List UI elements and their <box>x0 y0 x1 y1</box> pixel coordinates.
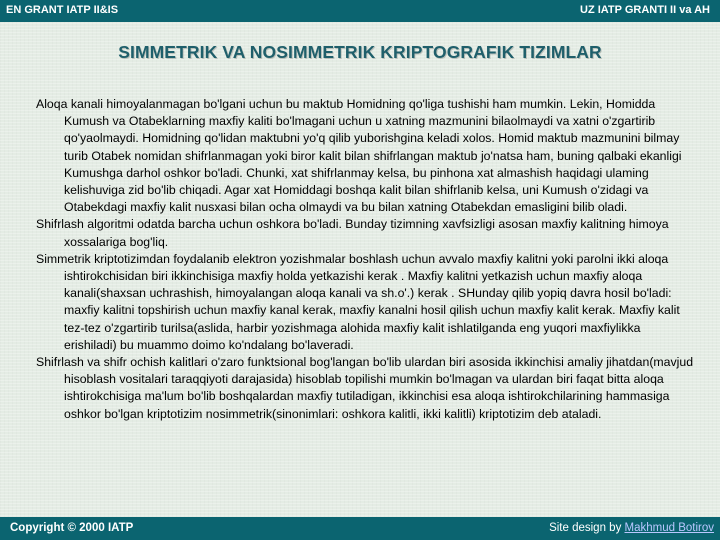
paragraph: Shifrlash va shifr ochish kalitlari o'zaro funktsional bog'langan bo'lib ulardan biri asosida ikkinchisi amaliy jihatdan(mavjud hisoblash vositalari taraqqiyoti darajasida) hisoblab topilishi mumkin bo'lmagan va ulardan biri faqat bitta aloqa ishtirokchisiga ma'lum bo'lib boshqalardan maxfiy tutiladigan, ikkinchisi esa aloqa ishtirokchilarining hammasiga oshkor bo'lgan kriptotizim nosimmetrik(sinonimlari: oshkora kalitli, ikki kalitli) kriptotizim deb ataladi. <box>36 355 694 421</box>
paragraph: Simmetrik kriptotizimdan foydalanib elektron yozishmalar boshlash uchun avvalo maxfiy kalitni yoki parolni ikki aloqa ishtirokchisidan biri ikkinchisiga maxfiy holda yetkazishi kerak . Maxfiy kalitni yetkazish uchun maxfiy aloqa kanali(shaxsan uchrashish, himoyalangan aloqa kanali va sh.o'.) kerak . SHunday qilib yopiq davra hosil bo'ladi: maxfiy kalitni topshirish uchun maxfiy kanal kerak, maxfiy kanalni hosil qilish uchun maxfiy kalit kerak. Maxfiy kalit tez-tez o'zgartirib turilsa(aslida, harbir yozishmaga alohida maxfiy kalit ishlatilganda eng yuqori maxfiylikka erishiladi) bu muammo doimo ko'ndalang bo'laveradi. <box>36 251 680 352</box>
paragraph: Aloqa kanali himoyalanmagan bo'lgani uchun bu maktub Homidning qo'liga tushishi ham mumkin. Lekin, Homidda Kumush va Otabeklarning maxfiy kaliti bo'lmagani uchun u xatning mazmunini bilaolmaydi va xatni o'zgartirib qo'yaolmaydi. Homidning qo'lidan maktubni yo'q qilib yuborishgina keladi xolos. Homid maktub mazmunini bilmay turib Otabek nomidan shifrlanmagan yoki biror kalit bilan shifrlangan maktub jo'natsa ham, buning qalbaki ekanligi Kumushga darhol oshkor bo'ladi. Chunki, xat shifrlanmay kelsa, bu pinhona xat almashish haqidagi ulaming kelishuviga zid bo'lib chiqadi. Agar xat Homiddagi boshqa kalit bilan shifrlanib kelsa, uni Kumush o'zidagi va Otabekdagi maxfiy kalit nusxasi bilan ocha olmaydi va bu bilan xatning Otabekdan emasligini bilib oladi. <box>36 97 682 215</box>
site-credit-prefix: Site design by <box>549 522 625 534</box>
footer-bar <box>0 517 720 540</box>
paragraph: Shifrlash algoritmi odatda barcha uchun oshkora bo'ladi. Bunday tizimning xavfsizligi asosan maxfiy kalitning himoya xossalariga bog'liq. <box>36 217 669 249</box>
copyright-text: Copyright © 2000 IATP <box>10 522 134 534</box>
page-title: SIMMETRIK VA NOSIMMETRIK KRIPTOGRAFIK TIZIMLAR <box>118 42 602 62</box>
body-text <box>36 96 696 423</box>
header-left-text: EN GRANT IATP II&IS <box>6 4 119 16</box>
header-bar <box>0 0 720 22</box>
site-credit <box>549 522 714 534</box>
author-link[interactable]: Makhmud Botirov <box>624 522 714 534</box>
header-right-text: UZ IATP GRANTI II va AH <box>580 4 710 16</box>
